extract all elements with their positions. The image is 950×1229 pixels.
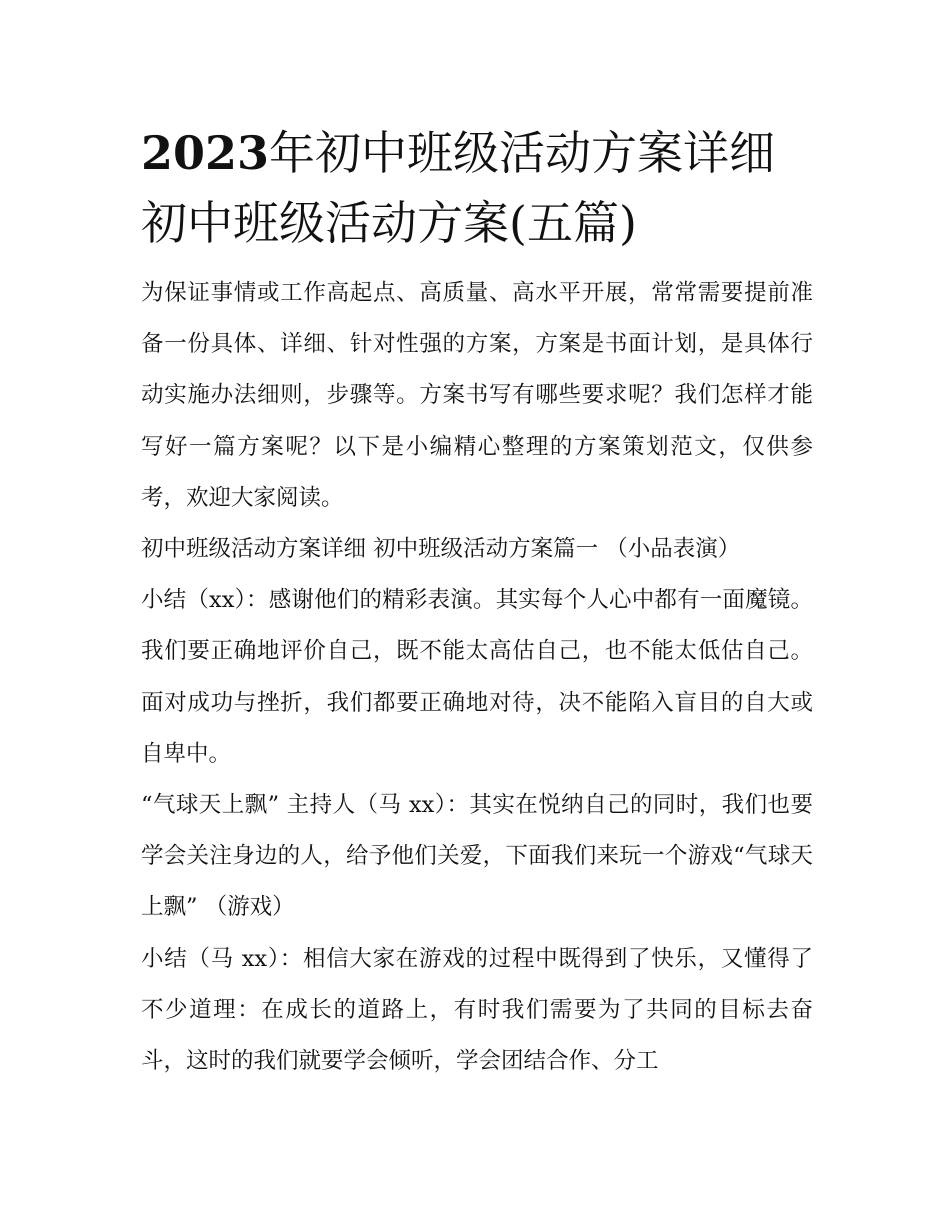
document-content xyxy=(141,118,813,1087)
title-line-1 xyxy=(141,118,813,188)
game-host-paragraph: “气球天上飘” 主持人（马 xx）：其实在悦纳自己的同时，我们也要学会关注身边的人，给予他们关爱，下面我们来玩一个游戏“气球天上飘” （游戏） xyxy=(141,792,813,921)
summary-paragraph-2: 小结（马 xx）：相信大家在游戏的过程中既得到了快乐，又懂得了不少道理：在成长的道路上，有时我们需要为了共同的目标去奋斗，这时的我们就要学会倾听，学会团结合作、分工 xyxy=(141,945,813,1075)
intro-paragraph: 为保证事情或工作高起点、高质量、高水平开展，常常需要提前准备一份具体、详细、针对性强的方案，方案是书面计划，是具体行动实施办法细则，步骤等。方案书写有哪些要求呢？我们怎样才能写好一篇方案呢？以下是小编精心整理的方案策划范文，仅供参考，欢迎大家阅读。 xyxy=(141,280,813,511)
title-year: 2023 xyxy=(141,126,270,180)
document-body xyxy=(141,268,813,1087)
document-title xyxy=(141,118,813,258)
summary-paragraph-1: 小结（xx）：感谢他们的精彩表演。其实每个人心中都有一面魔镜。我们要正确地评价自己，既不能太高估自己，也不能太低估自己。面对成功与挫折，我们都要正确地对待，决不能陷入盲目的自大或自卑中。 xyxy=(141,587,813,767)
title-line-2: 初中班级活动方案(五篇) xyxy=(141,196,637,250)
section-heading: 初中班级活动方案详细 初中班级活动方案篇一 （小品表演） xyxy=(141,536,741,563)
title-line-1-text: 年初中班级活动方案详细 xyxy=(269,126,776,180)
